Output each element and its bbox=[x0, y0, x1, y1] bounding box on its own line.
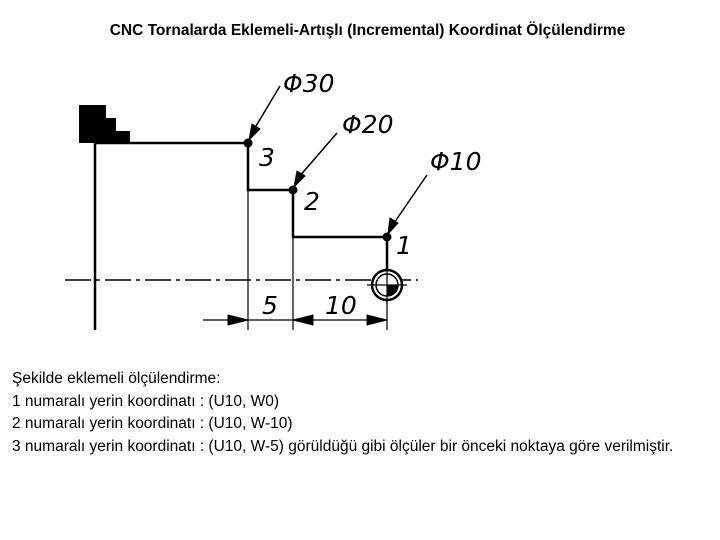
diameter-10-label: Φ10 bbox=[430, 147, 482, 176]
point-1-marker bbox=[383, 233, 392, 242]
description-intro: Şekilde eklemeli ölçülendirme: bbox=[12, 370, 221, 387]
description-line-1: 1 numaralı yerin koordinatı : (U10, W0) bbox=[12, 392, 280, 410]
workpiece-profile bbox=[95, 143, 387, 282]
description-line-2: 2 numaralı yerin koordinatı : (U10, W-10) bbox=[12, 415, 293, 432]
dimension-5-label: 5 bbox=[262, 291, 278, 320]
diameter-10-leader bbox=[388, 175, 427, 234]
point-1-label: 1 bbox=[396, 231, 412, 260]
point-2-label: 2 bbox=[304, 187, 320, 216]
chuck-jaw bbox=[79, 105, 130, 143]
diameter-20-label: Φ20 bbox=[342, 110, 394, 139]
program-zero-symbol bbox=[367, 265, 407, 305]
dimension-5-line bbox=[203, 315, 313, 325]
point-3-label: 3 bbox=[259, 143, 275, 172]
diameter-20-leader bbox=[294, 133, 337, 187]
diameter-30-label: Φ30 bbox=[283, 69, 335, 98]
diameter-30-leader bbox=[249, 86, 280, 140]
description-block bbox=[12, 368, 712, 458]
description-line-3: 3 numaralı yerin koordinatı : (U10, W-5) görüldüğü gibi ölçüler bir önceki noktaya göre verilmiştir. bbox=[12, 437, 674, 455]
page-title: CNC Tornalarda Eklemeli-Artışlı (Incremental) Koordinat Ölçülendirme bbox=[109, 22, 626, 39]
dimension-10-label: 10 bbox=[325, 291, 357, 320]
